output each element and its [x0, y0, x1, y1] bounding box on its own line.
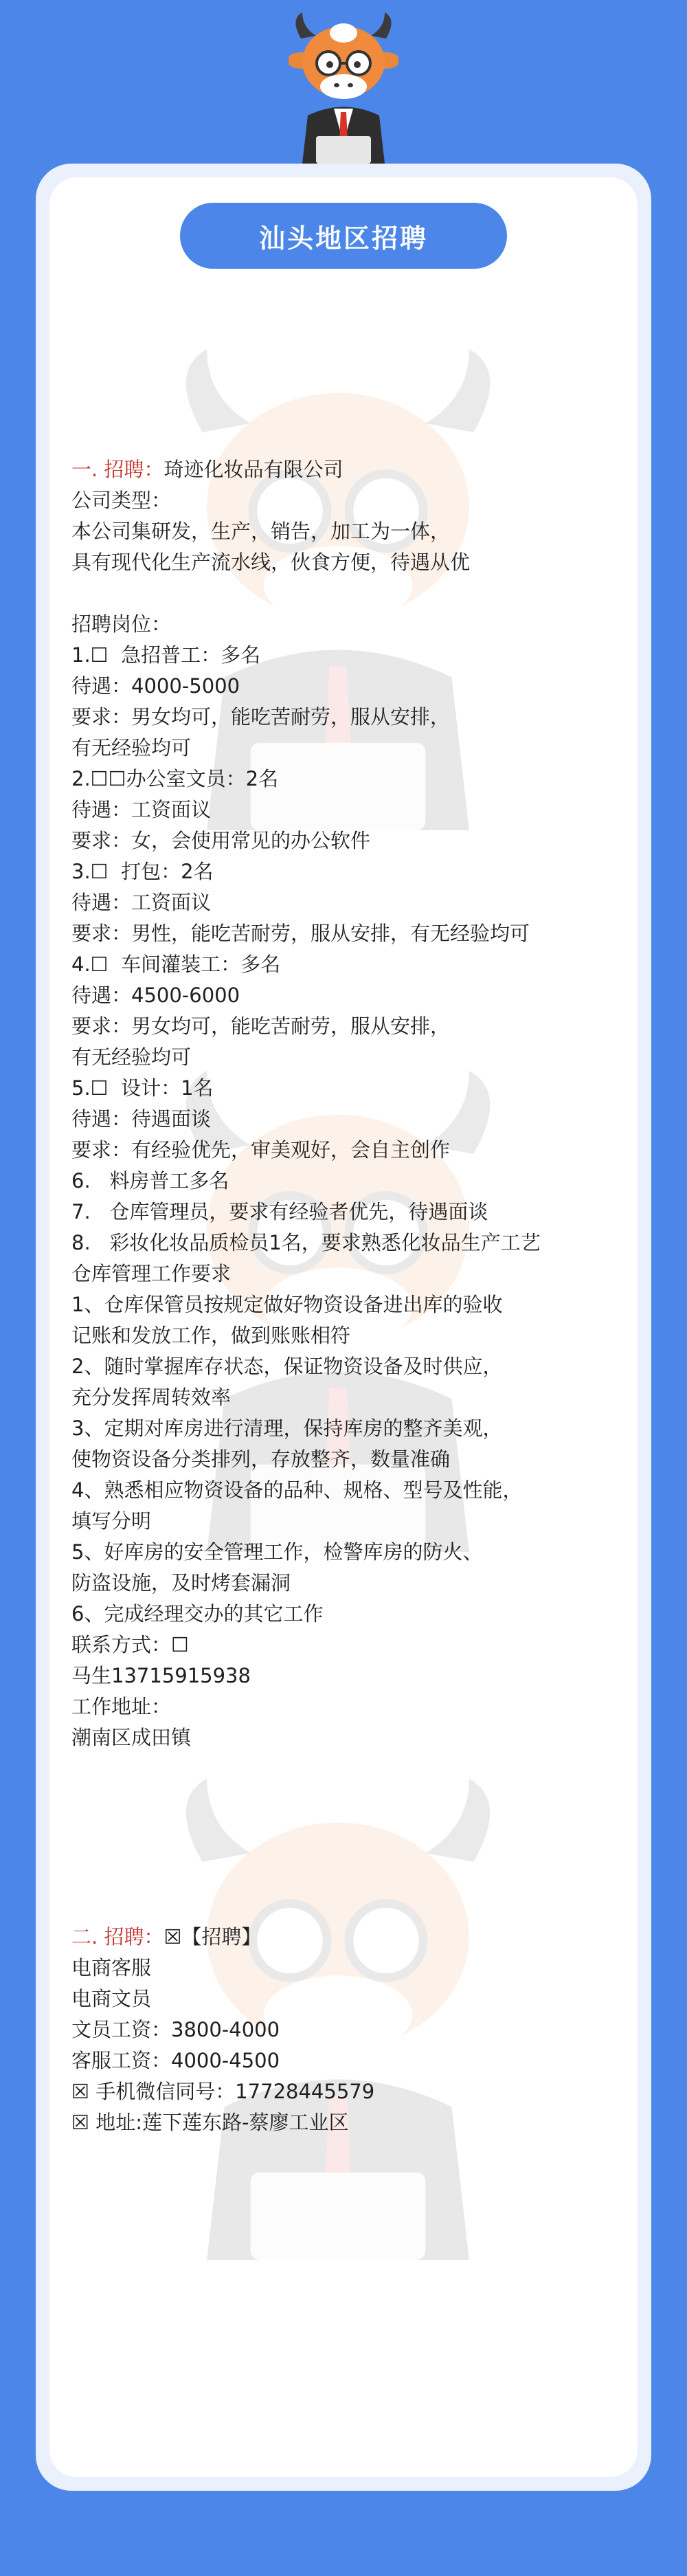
text-line: 填写分明: [71, 1509, 152, 1533]
text-line: 要求：男女均可，能吃苦耐劳，服从安排，: [71, 705, 451, 729]
page-title: 汕头地区招聘: [180, 203, 507, 269]
text-line: 2、随时掌握库存状态，保证物资设备及时供应，: [71, 1355, 503, 1378]
text-line: 有无经验均可: [71, 1045, 192, 1069]
text-line: 客服工资：4000-4500: [71, 2049, 280, 2072]
text-line: 3、定期对库房进行清理，保持库房的整齐美观，: [71, 1417, 503, 1440]
text-line: 记账和发放工作，做到账账相符: [71, 1324, 351, 1347]
text-line: ☒ 地址:莲下莲东路-蔡廖工业区: [71, 2111, 349, 2134]
text-line: 待遇：工资面议: [71, 798, 212, 821]
text-line: 联系方式：☐: [71, 1633, 189, 1656]
text-line: 电商文员: [71, 1987, 152, 2010]
text-line: 要求：女，会使用常见的办公软件: [71, 829, 371, 852]
text-line: 1.☐ 急招普工：多名: [71, 643, 261, 667]
heading-label: 二. 招聘：: [71, 1925, 164, 1948]
text-line: 2.☐☐办公室文员：2名: [71, 767, 279, 790]
company-name: 琦迹化妆品有限公司: [164, 458, 344, 481]
text-line: 待遇：4500-6000: [71, 984, 240, 1007]
text-line: 4、熟悉相应物资设备的品种、规格、型号及性能，: [71, 1478, 523, 1502]
text-line: [71, 578, 649, 609]
text-line: 文员工资：3800-4000: [71, 2018, 280, 2041]
text-line: 待遇：4000-5000: [71, 674, 240, 698]
text-line: 马生13715915938: [71, 1664, 251, 1687]
text-line: 待遇：工资面议: [71, 891, 212, 914]
text-line: 潮南区成田镇: [71, 1726, 192, 1749]
text-line: 4.☐ 车间灌装工：多名: [71, 953, 281, 976]
text-line: 3.☐ 打包：2名: [71, 860, 214, 883]
text-line: 防盗设施，及时烤套漏洞: [71, 1571, 291, 1595]
text-line: ☒ 手机微信同号：17728445579: [71, 2080, 375, 2103]
text-line: 电商客服: [71, 1956, 152, 1979]
text-line: 要求：有经验优先，审美观好，会自主创作: [71, 1138, 451, 1162]
heading-label: 一. 招聘：: [71, 458, 164, 481]
heading-text: ☒【招聘】: [164, 1925, 262, 1948]
text-line: 6. 料房普工多名: [71, 1169, 229, 1192]
text-line: 待遇：待遇面谈: [71, 1107, 212, 1131]
section-heading: [71, 454, 649, 485]
mascot-icon: [289, 12, 398, 164]
text-line: 8. 彩妆化妆品质检员1名，要求熟悉化妆品生产工艺: [71, 1231, 541, 1254]
text-line: 有无经验均可: [71, 736, 192, 759]
text-line: 具有现代化生产流水线，伙食方便，待遇从优: [71, 551, 471, 574]
text-line: 公司类型：: [71, 489, 172, 512]
text-line: 本公司集研发，生产，销告，加工为一体，: [71, 520, 451, 543]
text-line: 充分发挥周转效率: [71, 1386, 232, 1409]
text-line: 7. 仓库管理员，要求有经验者优先，待遇面谈: [71, 1200, 488, 1223]
text-line: 1、仓库保管员按规定做好物资设备进出库的验收: [71, 1293, 503, 1316]
text-line: 5、好库房的安全管理工作，检警库房的防火、: [71, 1540, 483, 1564]
text-line: 要求：男性，能吃苦耐劳，服从安排，有无经验均可: [71, 922, 530, 945]
text-line: 要求：男女均可，能吃苦耐劳，服从安排，: [71, 1014, 451, 1038]
text-line: 招聘岗位：: [71, 612, 172, 636]
text-line: 工作地址：: [71, 1695, 172, 1718]
text-line: 6、完成经理交办的其它工作: [71, 1602, 324, 1625]
text-line: 5.☐ 设计：1名: [71, 1076, 214, 1100]
text-line: 使物资设备分类排列，存放整齐，数量准确: [71, 1447, 451, 1471]
text-line: 仓库管理工作要求: [71, 1262, 232, 1285]
job-post-2: [71, 1922, 649, 2138]
section-heading: [71, 1922, 649, 1953]
job-post-1: [71, 454, 649, 1753]
